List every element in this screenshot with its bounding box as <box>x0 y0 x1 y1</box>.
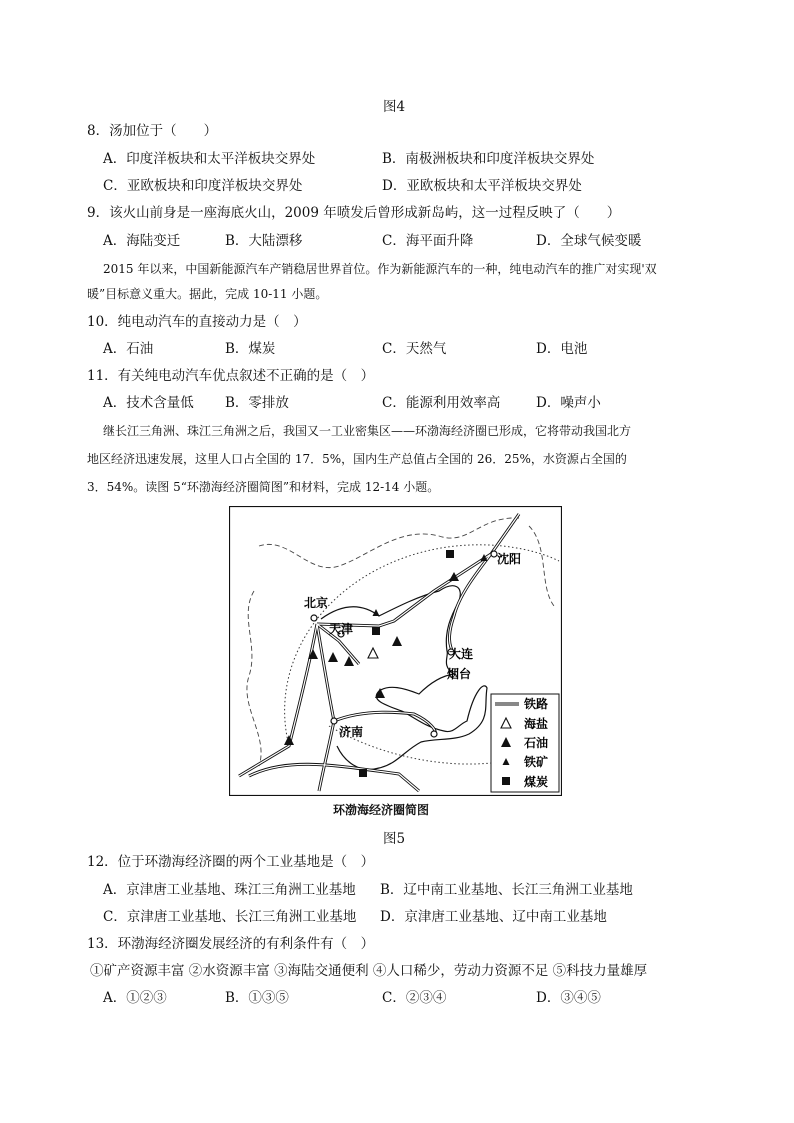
q11-option-b: B．零排放 <box>225 395 289 411</box>
legend-coal-label: 煤炭 <box>524 775 549 789</box>
city-label-shenyang: 沈阳 <box>497 552 522 566</box>
legend-oil-label: 石油 <box>524 736 549 750</box>
q8-option-d: D．亚欧板块和太平洋板块交界处 <box>382 178 582 194</box>
figure-5-caption: 图5 <box>383 831 406 847</box>
q11-option-c: C．能源利用效率高 <box>382 395 501 411</box>
q12-option-d: D．京津唐工业基地、辽中南工业基地 <box>380 909 607 925</box>
map-legend <box>491 694 559 792</box>
legend-iron-label: 铁矿 <box>524 755 549 769</box>
q11-option-d: D．噪声小 <box>536 395 601 411</box>
bohai-economic-circle-map <box>229 506 562 796</box>
passage-2-line-1: 继长江三角洲、珠江三角洲之后，我国又一工业密集区——环渤海经济圈已形成，它将带动我国北方 <box>103 424 632 438</box>
passage-2-line-3: 3．54%。读图 5“环渤海经济圈简图”和材料，完成 12-14 小题。 <box>87 480 440 494</box>
legend-sea-salt-label: 海盐 <box>524 717 549 731</box>
q12-option-b: B．辽中南工业基地、长江三角洲工业基地 <box>380 882 633 898</box>
q9-option-b: B．大陆漂移 <box>225 233 303 249</box>
q13-option-d: D．③④⑤ <box>536 990 601 1006</box>
question-8-stem: 8．汤加位于（ ） <box>87 123 218 139</box>
q12-option-c: C．京津唐工业基地、长江三角洲工业基地 <box>103 909 357 925</box>
question-11-stem: 11．有关纯电动汽车优点叙述不正确的是（ ） <box>87 368 375 384</box>
question-10-stem: 10．纯电动汽车的直接动力是（ ） <box>87 314 307 330</box>
passage-1-line-1: 2015 年以来，中国新能源汽车产销稳居世界首位。作为新能源汽车的一种，纯电动汽车的推广对实现'双 <box>103 262 657 276</box>
city-label-yantai: 烟台 <box>447 667 472 681</box>
city-label-tianjin: 天津 <box>329 622 354 636</box>
q9-option-d: D．全球气候变暖 <box>536 233 642 249</box>
question-12-stem: 12．位于环渤海经济圈的两个工业基地是（ ） <box>87 854 375 870</box>
q10-option-c: C．天然气 <box>382 341 447 357</box>
q9-option-a: A．海陆变迁 <box>103 233 181 249</box>
figure-4-caption: 图4 <box>383 99 406 115</box>
q8-option-c: C．亚欧板块和印度洋板块交界处 <box>103 178 303 194</box>
city-label-dalian: 大连 <box>449 647 474 661</box>
question-13-stem: 13．环渤海经济圈发展经济的有利条件有（ ） <box>87 936 375 952</box>
q13-option-b: B．①③⑤ <box>225 990 289 1006</box>
q12-option-a: A．京津唐工业基地、珠江三角洲工业基地 <box>103 882 356 898</box>
city-label-jinan: 济南 <box>339 725 364 739</box>
passage-1-line-2: 暖”目标意义重大。据此，完成 10-11 小题。 <box>87 287 328 301</box>
q10-option-b: B．煤炭 <box>225 341 276 357</box>
q13-option-c: C．②③④ <box>382 990 447 1006</box>
q10-option-d: D．电池 <box>536 341 588 357</box>
q13-conditions: ①矿产资源丰富 ②水资源丰富 ③海陆交通便利 ④人口稀少，劳动力资源不足 ⑤科技力量雄厚 <box>90 963 648 979</box>
question-9-stem: 9．该火山前身是一座海底火山，2009 年喷发后曾形成新岛屿，这一过程反映了（ ） <box>87 205 621 221</box>
q13-option-a: A．①②③ <box>103 990 167 1006</box>
map-title: 环渤海经济圈简图 <box>333 803 430 817</box>
q9-option-c: C．海平面升降 <box>382 233 474 249</box>
legend-railway-label: 铁路 <box>524 697 549 711</box>
passage-2-line-2: 地区经济迅速发展，这里人口占全国的 17．5%，国内生产总值占全国的 26．25%，水资源占全国的 <box>87 452 627 466</box>
q8-option-b: B．南极洲板块和印度洋板块交界处 <box>382 151 595 167</box>
q10-option-a: A．石油 <box>103 341 154 357</box>
q8-option-a: A．印度洋板块和太平洋板块交界处 <box>103 151 316 167</box>
city-label-beijing: 北京 <box>304 596 329 610</box>
q11-option-a: A．技术含量低 <box>103 395 194 411</box>
